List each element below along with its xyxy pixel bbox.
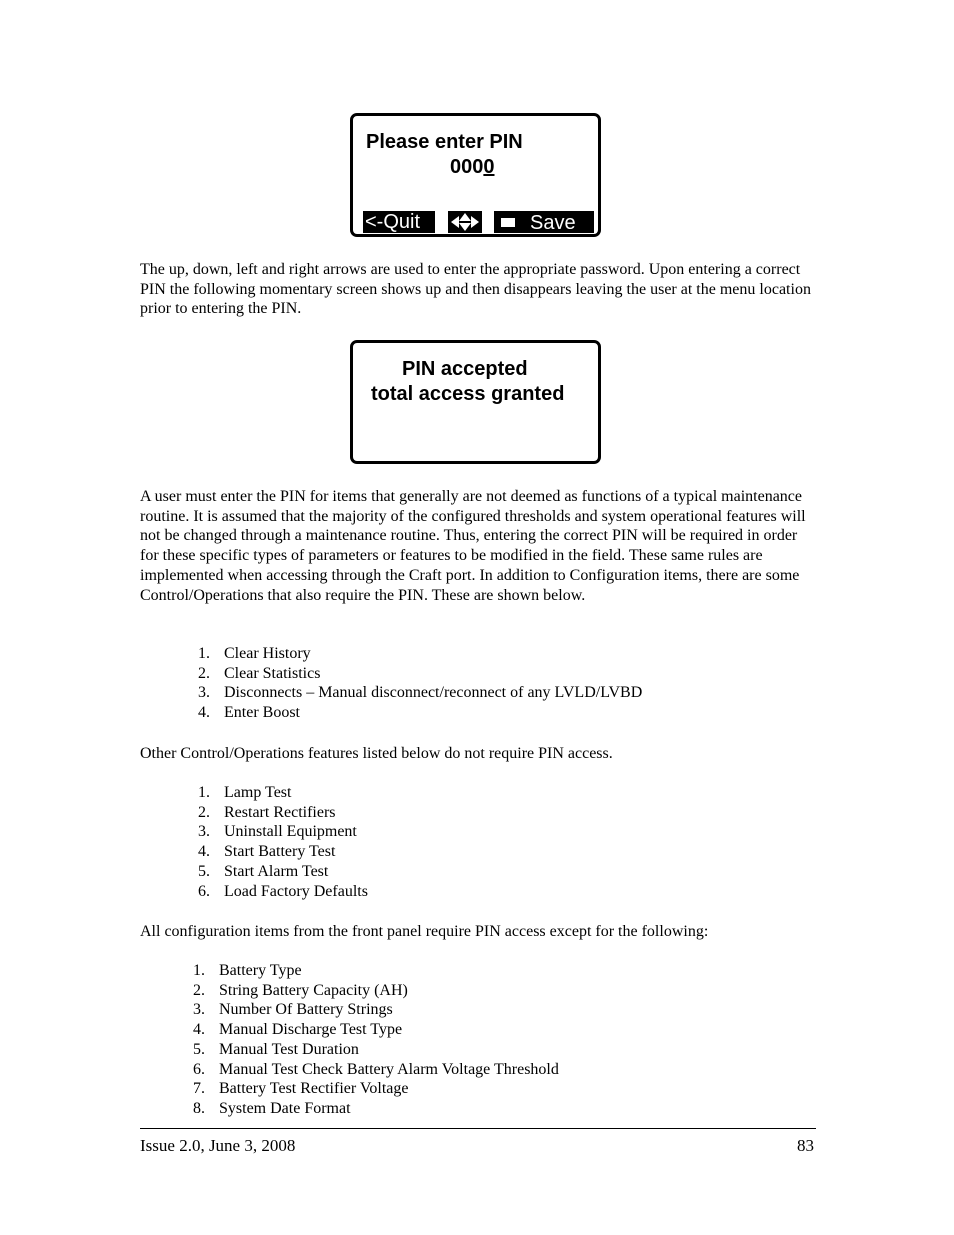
pin-required-list bbox=[198, 644, 643, 723]
square-icon bbox=[501, 218, 515, 227]
list-item: 4. Start Battery Test bbox=[198, 843, 336, 861]
list-item: 6. Manual Test Check Battery Alarm Voltage Threshold bbox=[193, 1060, 559, 1078]
pin-accepted-text: PIN accepted bbox=[402, 358, 528, 380]
list-item: 3. Number Of Battery Strings bbox=[193, 1001, 393, 1019]
list-item: 8. System Date Format bbox=[193, 1099, 351, 1117]
list-item: 5. Start Alarm Test bbox=[198, 862, 329, 880]
list-item: 3. Disconnects – Manual disconnect/reconnect of any LVLD/LVBD bbox=[198, 684, 643, 702]
list-item: 2. Clear Statistics bbox=[198, 664, 321, 682]
list-item: 1. Battery Type bbox=[193, 962, 302, 979]
config-exceptions-list bbox=[193, 961, 559, 1119]
pin-value bbox=[450, 155, 495, 179]
list-item: 2. Restart Rectifiers bbox=[198, 803, 336, 821]
list-item: 6. Load Factory Defaults bbox=[198, 882, 368, 900]
paragraph-config-exceptions: All configuration items from the front panel require PIN access except for the following: bbox=[140, 923, 709, 940]
page-number: 83 bbox=[797, 1136, 814, 1155]
list-item: 5. Manual Test Duration bbox=[193, 1040, 359, 1058]
list-item: 3. Uninstall Equipment bbox=[198, 823, 357, 841]
save-label: Save bbox=[530, 212, 576, 234]
save-softkey bbox=[494, 211, 594, 233]
list-item: 1. Lamp Test bbox=[198, 784, 292, 801]
pin-digits: 000 bbox=[450, 156, 484, 178]
list-item: 7. Battery Test Rectifier Voltage bbox=[193, 1080, 409, 1098]
four-way-arrow-icon bbox=[448, 211, 482, 233]
list-item: 1. Clear History bbox=[198, 645, 311, 662]
list-item: 4. Manual Discharge Test Type bbox=[193, 1021, 403, 1039]
pin-entry-screen bbox=[350, 113, 601, 237]
no-pin-list bbox=[198, 783, 368, 901]
paragraph-arrows: The up, down, left and right arrows are used to enter the appropriate password. Upon entering a correct PIN the following momentary screen shows up and then disappears leaving the user at the menu location prior to entering the PIN. bbox=[140, 261, 811, 318]
list-item: 2. String Battery Capacity (AH) bbox=[193, 981, 408, 999]
list-item: 4. Enter Boost bbox=[198, 704, 300, 722]
footer-rule bbox=[140, 1128, 816, 1129]
access-granted-text: total access granted bbox=[371, 383, 565, 405]
footer-issue: Issue 2.0, June 3, 2008 bbox=[140, 1136, 296, 1155]
quit-softkey: <-Quit bbox=[363, 211, 435, 233]
pin-cursor-digit: 0 bbox=[483, 156, 495, 178]
paragraph-pin-rules: A user must enter the PIN for items that generally are not deemed as functions of a typical maintenance routine. It is assumed that the majority of the configured thresholds and system operational features will not be changed through a maintenance routine. Thus, entering the correct PIN will be required in order for these specific types of parameters or features to be modified in the field. These same rules are implemented when accessing through the Craft port. In addition to Configuration items, there are some Control/Operations that also require the PIN. These are shown below. bbox=[140, 488, 806, 604]
paragraph-no-pin: Other Control/Operations features listed below do not require PIN access. bbox=[140, 745, 613, 762]
pin-prompt-text: Please enter PIN bbox=[366, 131, 523, 153]
pin-accepted-screen bbox=[350, 340, 601, 464]
